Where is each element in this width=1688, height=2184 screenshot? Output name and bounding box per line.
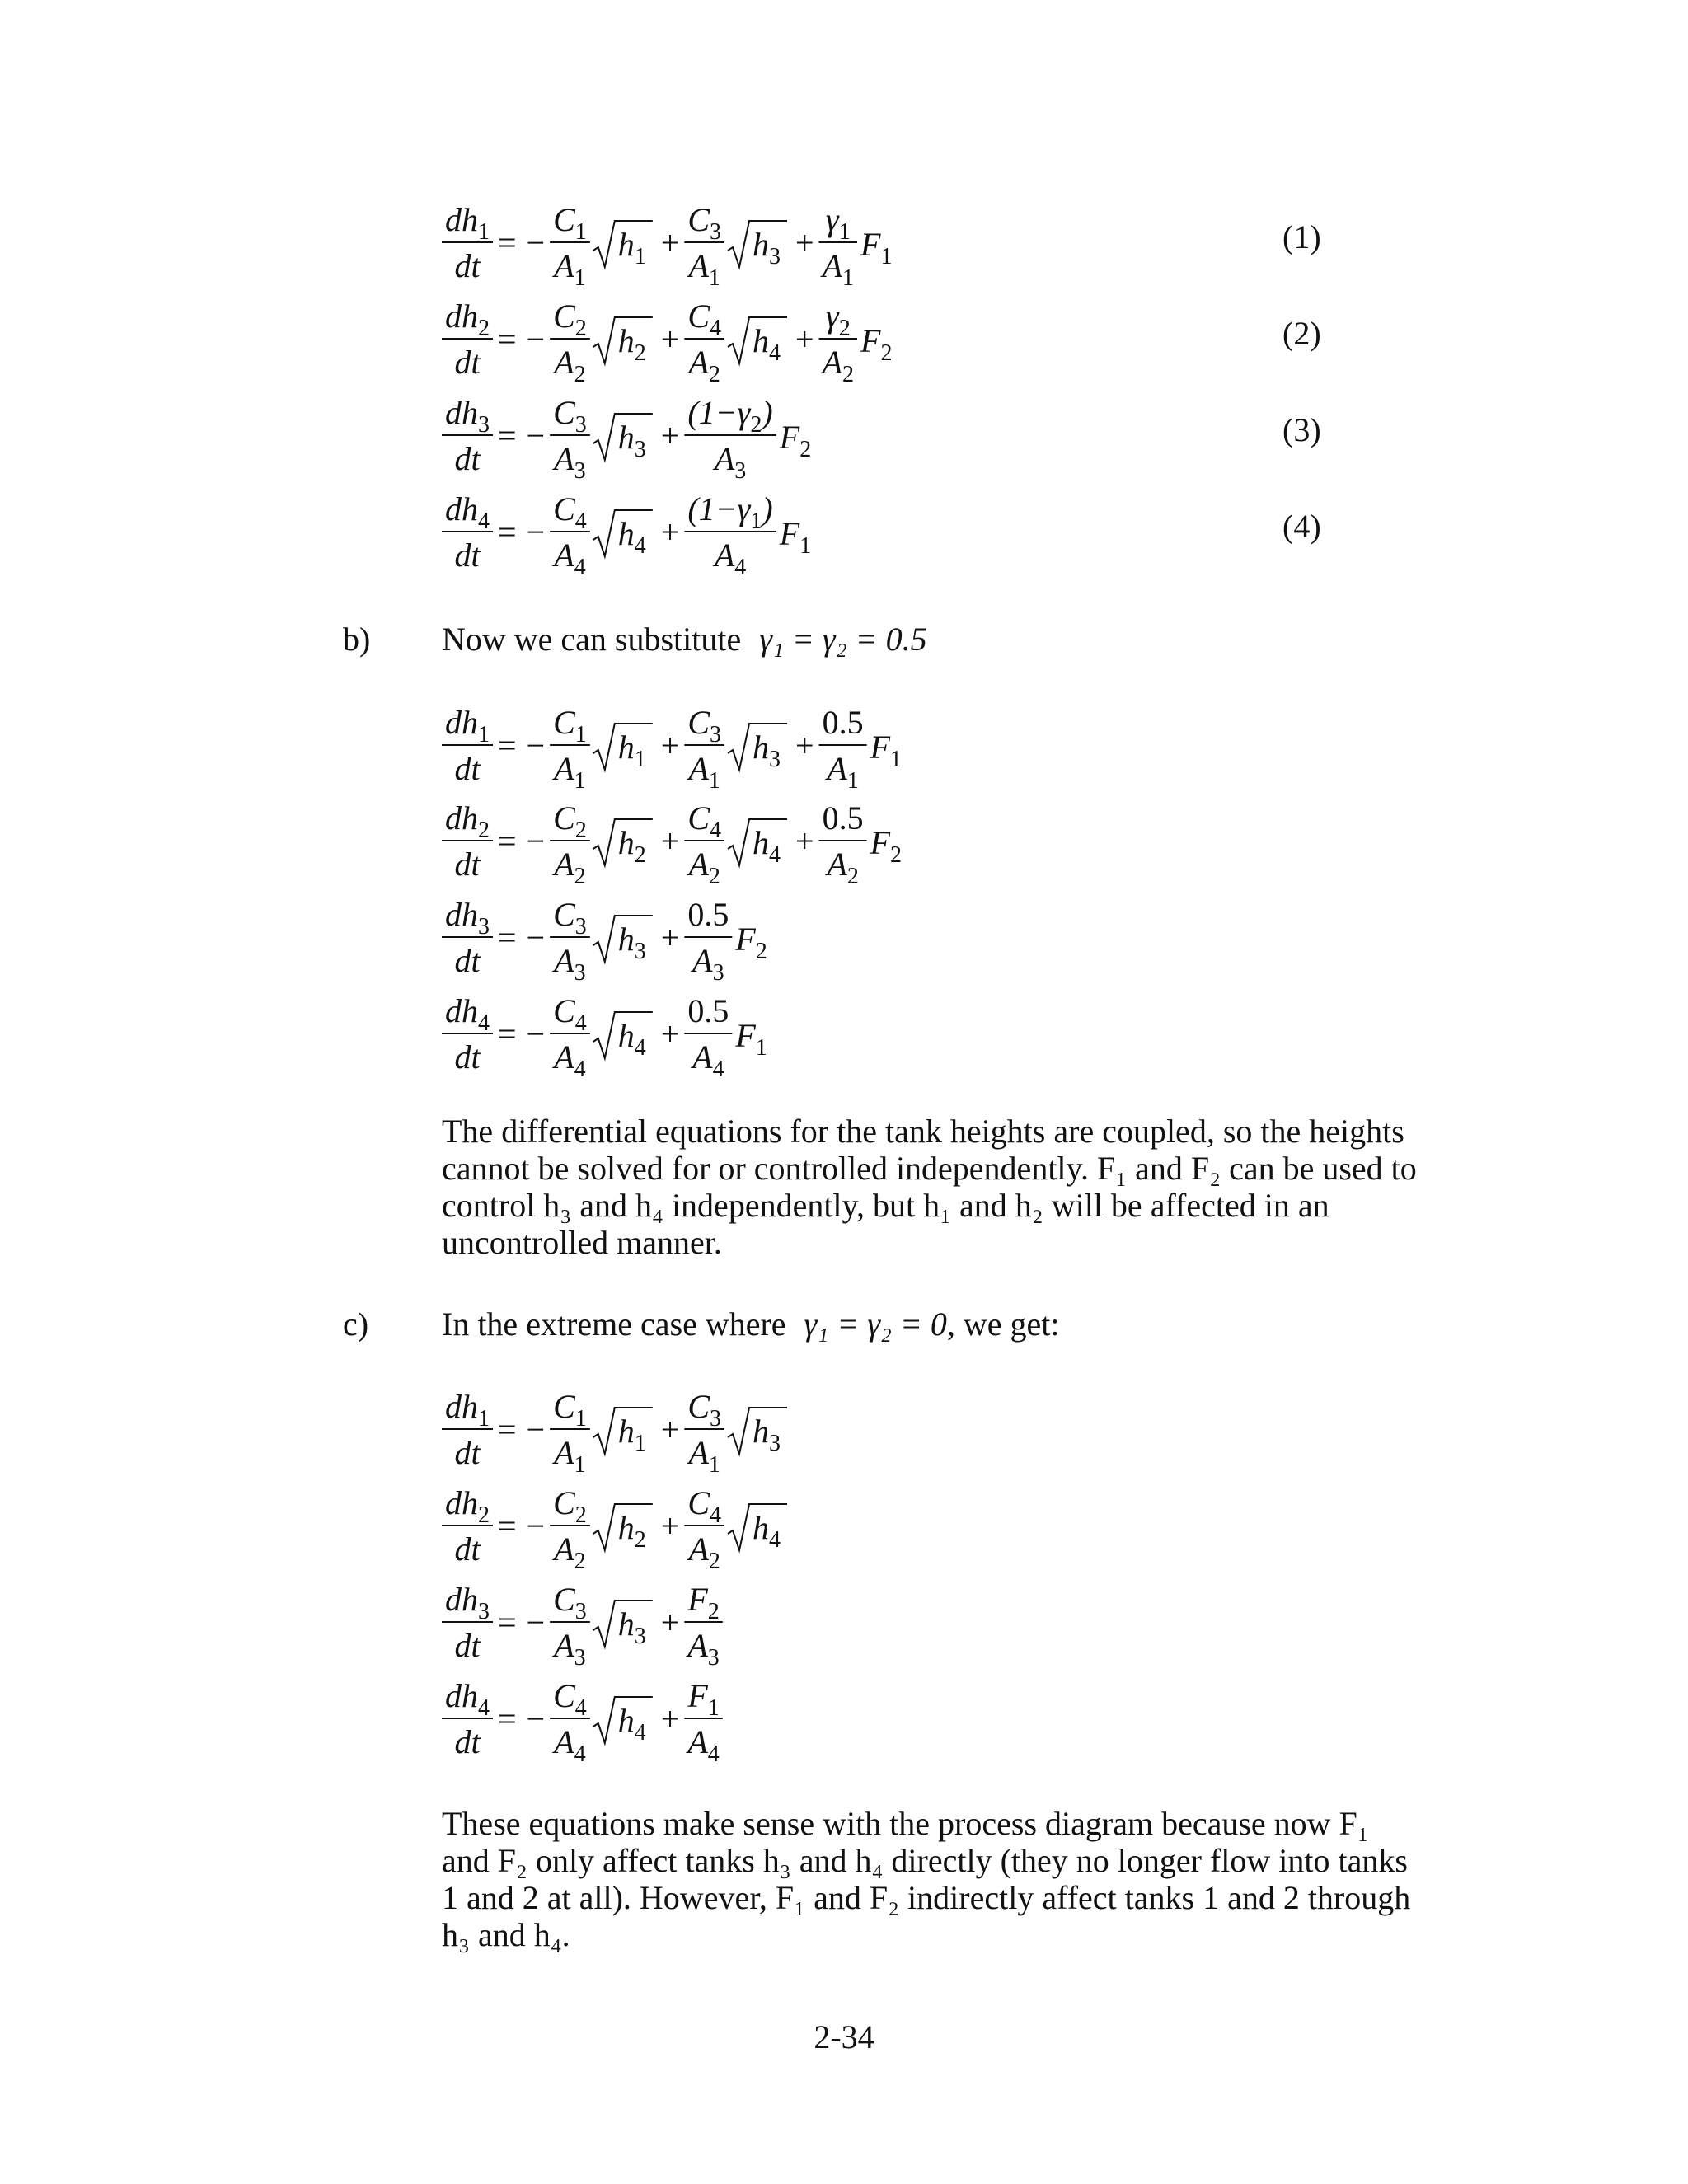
equals-sign: = [498,1604,517,1641]
minus-sign: − [526,513,546,551]
radicand: $h_1$ [617,1413,646,1456]
fraction-numerator: $dh_3$ [445,896,490,940]
plus-sign: + [660,417,680,454]
coefficient-fraction [819,201,857,291]
fraction-denominator: $A_4$ [714,537,747,580]
radicand: $h_2$ [617,824,646,868]
square-root [593,1408,653,1456]
square-root [593,1504,653,1553]
fraction-numerator: $C_3$ [687,201,722,245]
fraction-numerator: $F_1$ [687,1677,720,1721]
coefficient-fraction [550,896,590,986]
fraction-numerator: $C_4$ [687,298,722,341]
fraction-denominator: dt [454,1627,481,1664]
fraction-denominator: $A_3$ [687,1627,720,1671]
radicand: $h_4$ [617,1017,646,1061]
fraction-denominator: $A_4$ [692,1038,724,1082]
radicand: $h_1$ [617,729,646,772]
square-root [593,819,653,868]
part-c-paragraph [442,1805,1423,1953]
flow-variable: $F_2$ [870,824,903,868]
fraction-denominator: $A_1$ [688,750,720,794]
fraction-numerator: 0.5 [822,704,864,741]
coefficient-fraction [550,704,590,794]
fraction-denominator: $A_2$ [554,1530,586,1574]
coefficient-fraction [819,799,867,889]
fraction-denominator: $A_1$ [822,247,855,291]
fraction-denominator: $A_1$ [688,1434,720,1478]
part-b-paragraph [442,1113,1423,1261]
flow-variable: $F_1$ [870,729,903,772]
fraction-denominator: dt [454,1038,481,1076]
equation-number: (3) [1282,411,1321,448]
coefficient-fraction [550,201,590,291]
minus-sign: − [526,321,546,358]
fraction-denominator: $A_1$ [554,1434,586,1478]
fraction-numerator: $C_4$ [553,490,587,534]
square-root [593,916,653,964]
square-root [593,1601,653,1649]
page-number: 2-34 [814,2018,874,2055]
fraction-numerator: $C_3$ [687,1388,722,1432]
fraction-numerator: $C_4$ [553,992,587,1036]
coefficient-fraction [684,298,724,387]
minus-sign: − [526,1700,546,1737]
fraction-numerator: $(1-\gamma_1)$ [687,490,773,534]
plus-sign: + [660,224,680,261]
plus-sign: + [660,1411,680,1448]
fraction-denominator: $A_3$ [554,942,586,986]
plus-sign: + [660,1015,680,1052]
fraction-denominator: $A_2$ [554,846,586,889]
coefficient-fraction [684,1388,724,1478]
part-label-b: b) [343,621,371,658]
radicand: $h_2$ [617,322,646,366]
paragraph-text: These equations make sense with the process diagram because now F₁ and F₂ only affect tanks h₃ and h₄ directly (they no longer flow into tanks 1 and 2 at all). However, F₁ and F₂ indirectly affect tanks 1 and 2 through h₃ and h₄. [442,1805,1411,1953]
derivative-fraction [442,490,493,574]
fraction-numerator: $C_3$ [553,896,587,940]
fraction-denominator: dt [454,344,481,381]
lead-text: Now we can substitute [442,621,742,658]
fraction-numerator: 0.5 [687,896,729,933]
fraction-numerator: $dh_4$ [445,992,490,1036]
fraction-denominator: dt [454,440,481,477]
minus-sign: − [526,224,546,261]
equals-sign: = [498,919,517,956]
fraction-numerator: $C_4$ [687,1484,722,1528]
radicand: $h_4$ [753,322,781,366]
minus-sign: − [526,1507,546,1544]
fraction-denominator: $A_2$ [822,344,855,387]
fraction-denominator: dt [454,537,481,574]
square-root [593,414,653,462]
square-root [593,510,653,559]
fraction-denominator: $A_1$ [554,247,586,291]
coefficient-fraction [684,704,724,794]
plus-sign: + [660,1604,680,1641]
square-root [728,724,787,772]
equals-sign: = [498,417,517,454]
radicand: $h_3$ [617,419,646,462]
equation-number: (2) [1282,315,1321,352]
derivative-fraction [442,201,493,284]
fraction-numerator: $(1-\gamma_2)$ [687,394,773,438]
fraction-denominator: $A_1$ [688,247,720,291]
fraction-denominator: $A_2$ [554,344,586,387]
fraction-denominator: $A_4$ [554,1723,586,1767]
fraction-numerator: $dh_2$ [445,799,490,843]
square-root [593,1012,653,1061]
fraction-numerator: $dh_3$ [445,1581,490,1624]
derivative-fraction [442,896,493,979]
fraction-denominator: $A_4$ [554,1038,586,1082]
fraction-numerator: $C_4$ [553,1677,587,1721]
fraction-denominator: $A_1$ [827,750,859,794]
fraction-denominator: $A_2$ [688,846,720,889]
fraction-denominator: $A_3$ [714,440,747,484]
radicand: $h_3$ [753,226,781,269]
square-root [728,1408,787,1456]
fraction-denominator: $A_1$ [554,750,586,794]
lead-tail: , we get: [946,1305,1060,1343]
plus-sign: + [660,919,680,956]
minus-sign: − [526,1015,546,1052]
minus-sign: − [526,417,546,454]
equation-number: (4) [1282,508,1321,545]
radicand: $h_3$ [753,1413,781,1456]
substitution-math: γ₁ = γ₂ = 0.5 [759,621,927,658]
fraction-denominator: $A_3$ [554,1627,586,1671]
fraction-numerator: $dh_2$ [445,298,490,341]
square-root [728,1504,787,1553]
equals-sign: = [498,321,517,358]
fraction-numerator: $C_3$ [553,394,587,438]
minus-sign: − [526,919,546,956]
equals-sign: = [498,1015,517,1052]
fraction-numerator: $C_1$ [553,201,587,245]
fraction-denominator: $A_4$ [687,1723,720,1767]
flow-variable: $F_1$ [779,515,812,559]
fraction-denominator: dt [454,1434,481,1471]
fraction-numerator: $C_2$ [553,1484,587,1528]
fraction-numerator: $dh_1$ [445,201,490,245]
fraction-denominator: dt [454,1530,481,1568]
fraction-numerator: $dh_2$ [445,1484,490,1528]
fraction-numerator: $dh_4$ [445,490,490,534]
coefficient-fraction [550,1677,590,1767]
radicand: $h_4$ [753,1509,781,1553]
coefficient-fraction [550,1581,590,1671]
fraction-numerator: 0.5 [822,799,864,837]
coefficient-fraction [684,394,776,484]
fraction-numerator: $C_3$ [687,704,722,748]
fraction-numerator: $dh_1$ [445,1388,490,1432]
fraction-numerator: 0.5 [687,992,729,1029]
coefficient-fraction [550,1388,590,1478]
fraction-numerator: $dh_1$ [445,704,490,748]
fraction-denominator: $A_2$ [688,344,720,387]
coefficient-fraction [819,704,867,794]
fraction-numerator: $dh_3$ [445,394,490,438]
radicand: $h_4$ [617,1702,646,1746]
equals-sign: = [498,823,517,860]
minus-sign: − [526,823,546,860]
coefficient-fraction [819,298,857,387]
part-c-lead-text [442,1305,1060,1343]
extreme-case-math: γ₁ = γ₂ = 0 [804,1305,947,1343]
coefficient-fraction [684,992,732,1082]
derivative-fraction [442,992,493,1076]
coefficient-fraction [684,490,776,580]
coefficient-fraction [550,490,590,580]
fraction-denominator: dt [454,942,481,979]
derivative-fraction [442,1581,493,1664]
square-root [593,221,653,269]
square-root [728,317,787,366]
fraction-numerator: $dh_4$ [445,1677,490,1721]
equals-sign: = [498,727,517,764]
fraction-numerator: $C_1$ [553,704,587,748]
paragraph-text: The differential equations for the tank heights are coupled, so the heights cannot be solved for or controlled independently. F₁ and F₂ can be used to control h₃ and h₄ independently, but h₁ and h₂ will be affected in an uncontrolled manner. [442,1113,1417,1261]
radicand: $h_4$ [753,824,781,868]
fraction-denominator: $A_2$ [827,846,859,889]
plus-sign: + [660,727,680,764]
derivative-fraction [442,298,493,381]
radicand: $h_3$ [617,921,646,964]
flow-variable: $F_2$ [735,921,767,964]
plus-sign: + [660,321,680,358]
radicand: $h_1$ [617,226,646,269]
minus-sign: − [526,727,546,764]
flow-variable: $F_1$ [860,226,893,269]
coefficient-fraction [550,799,590,889]
coefficient-fraction [684,1484,724,1574]
coefficient-fraction [550,394,590,484]
lead-text: In the extreme case where [442,1305,786,1343]
minus-sign: − [526,1411,546,1448]
fraction-denominator: dt [454,247,481,284]
fraction-numerator: $\gamma_2$ [825,298,851,341]
fraction-numerator: $F_2$ [687,1581,720,1624]
equals-sign: = [498,224,517,261]
derivative-fraction [442,704,493,787]
square-root [593,1697,653,1746]
fraction-denominator: $A_2$ [688,1530,720,1574]
radicand: $h_2$ [617,1509,646,1553]
fraction-denominator: $A_4$ [554,537,586,580]
fraction-denominator: $A_3$ [692,942,724,986]
plus-sign: + [660,1507,680,1544]
fraction-denominator: dt [454,846,481,883]
part-b-lead-text [442,620,927,658]
square-root [728,221,787,269]
derivative-fraction [442,1388,493,1471]
minus-sign: − [526,1604,546,1641]
plus-sign: + [795,727,814,764]
plus-sign: + [660,513,680,551]
coefficient-fraction [684,1581,722,1671]
fraction-numerator: $C_2$ [553,298,587,341]
derivative-fraction [442,799,493,883]
plus-sign: + [795,224,814,261]
fraction-numerator: $C_4$ [687,799,722,843]
plus-sign: + [660,823,680,860]
plus-sign: + [660,1700,680,1737]
fraction-denominator: dt [454,750,481,787]
fraction-numerator: $C_3$ [553,1581,587,1624]
coefficient-fraction [684,201,724,291]
fraction-numerator: $\gamma_1$ [825,201,851,245]
derivative-fraction [442,1677,493,1760]
radicand: $h_3$ [617,1605,646,1649]
radicand: $h_3$ [753,729,781,772]
part-label-c: c) [343,1305,369,1343]
coefficient-fraction [550,992,590,1082]
coefficient-fraction [684,799,724,889]
derivative-fraction [442,1484,493,1568]
coefficient-fraction [684,896,732,986]
plus-sign: + [795,321,814,358]
equals-sign: = [498,1700,517,1737]
square-root [593,724,653,772]
fraction-denominator: dt [454,1723,481,1760]
equals-sign: = [498,1507,517,1544]
flow-variable: $F_2$ [779,419,812,462]
plus-sign: + [795,823,814,860]
flow-variable: $F_2$ [860,322,893,366]
fraction-denominator: $A_3$ [554,440,586,484]
equals-sign: = [498,513,517,551]
equals-sign: = [498,1411,517,1448]
equation-number: (1) [1282,218,1321,255]
flow-variable: $F_1$ [735,1017,767,1061]
radicand: $h_4$ [617,515,646,559]
coefficient-fraction [550,298,590,387]
coefficient-fraction [550,1484,590,1574]
coefficient-fraction [684,1677,722,1767]
square-root [593,317,653,366]
square-root [728,819,787,868]
fraction-numerator: $C_1$ [553,1388,587,1432]
derivative-fraction [442,394,493,477]
fraction-numerator: $C_2$ [553,799,587,843]
